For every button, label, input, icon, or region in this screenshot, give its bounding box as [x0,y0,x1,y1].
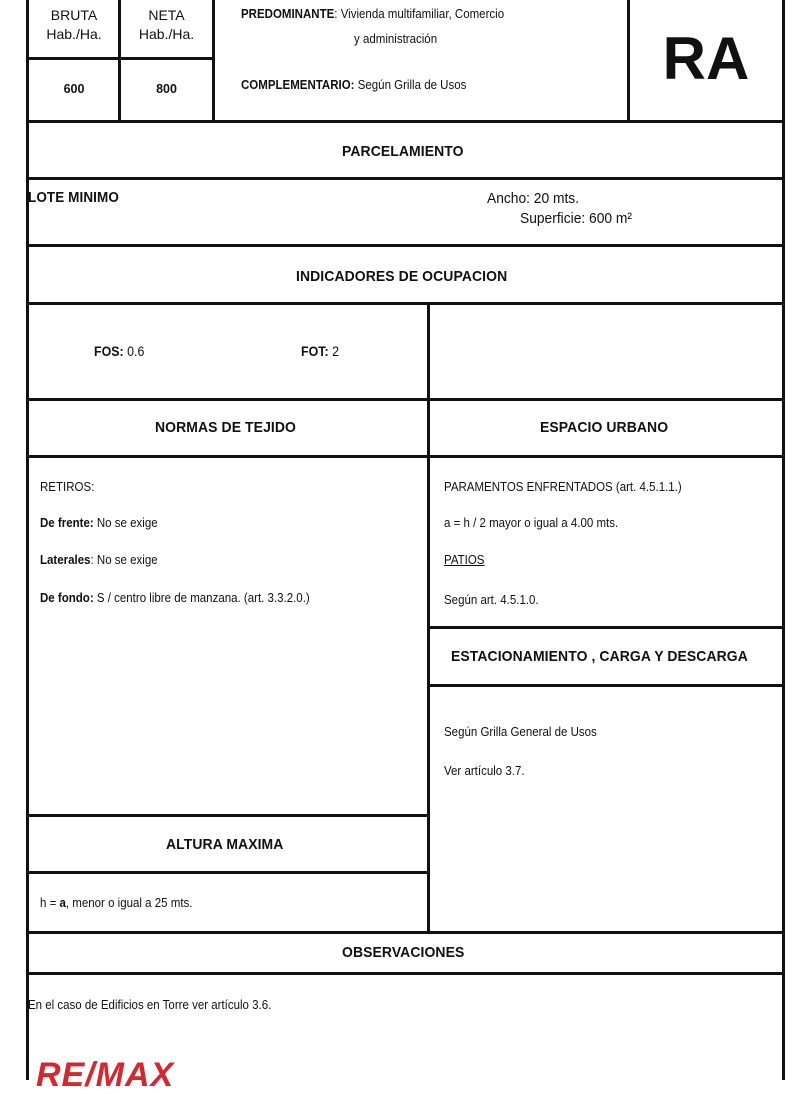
estacionamiento-line2: Ver artículo 3.7. [444,764,525,778]
frame-left-border [26,0,29,1080]
formula-text: a = h / 2 mayor o igual a 4.00 mts. [444,516,619,530]
fot-indicator: FOT: 2 [301,344,339,359]
predominant-use-cont: y administración [354,32,438,46]
altura-text: h = a, menor o igual a 25 mts. [40,896,193,910]
retiro-fondo: De fondo: S / centro libre de manzana. (art. 3.3.2.0.) [40,591,310,605]
espacio-urbano-title: ESPACIO URBANO [540,419,669,436]
paramentos-text: PARAMENTOS ENFRENTADOS (art. 4.5.1.1.) [444,480,682,494]
observaciones-title: OBSERVACIONES [342,944,465,961]
zone-code: RA [662,25,750,92]
remax-logo: RE/MAX [36,1056,175,1094]
bruta-label: BRUTA Hab./Ha. [46,7,102,42]
bruta-value: 600 [63,82,85,96]
neta-value: 800 [156,82,177,96]
ocupacion-title: INDICADORES DE OCUPACION [296,268,508,285]
predominant-use: PREDOMINANTE: Vivienda multifamiliar, Comercio [241,7,505,21]
retiros-label: RETIROS: [40,480,95,494]
observaciones-text: En el caso de Edificios en Torre ver artículo 3.6. [28,998,272,1012]
complementary-use: COMPLEMENTARIO: Según Grilla de Usos [241,78,467,92]
fos-indicator: FOS: 0.6 [94,344,145,359]
estacionamiento-line1: Según Grilla General de Usos [444,725,597,739]
altura-title: ALTURA MAXIMA [166,836,284,853]
patios-label: PATIOS [444,553,485,567]
retiro-frente: De frente: No se exige [40,516,158,530]
estacionamiento-title: ESTACIONAMIENTO , CARGA Y DESCARGA [451,648,748,665]
lot-width: Ancho: 20 mts. [487,190,580,207]
parcelamiento-title: PARCELAMIENTO [342,143,464,160]
frame-right-border [782,0,785,1080]
lot-surface: Superficie: 600 m² [520,210,632,227]
retiro-laterales: Laterales: No se exige [40,553,158,567]
lot-min-label: LOTE MINIMO [28,190,119,206]
neta-label: NETA Hab./Ha. [138,7,195,42]
tejido-title: NORMAS DE TEJIDO [155,419,297,436]
patios-ref: Según art. 4.5.1.0. [444,593,539,607]
